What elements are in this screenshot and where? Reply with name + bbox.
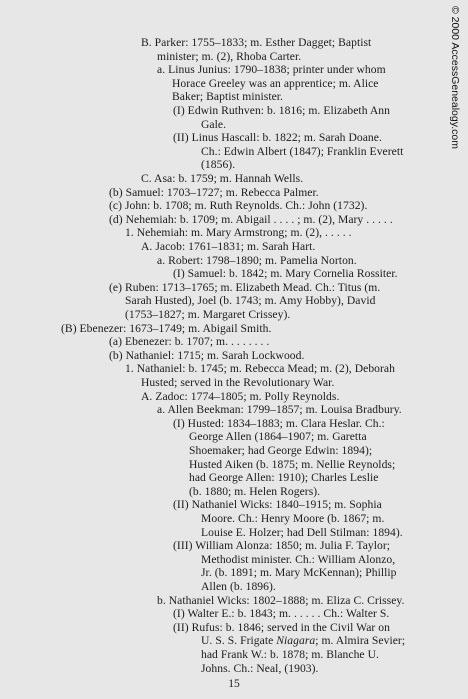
text-line: George Allen (1864–1907; m. Garetta xyxy=(189,430,367,444)
text-line: B. Parker: 1755–1833; m. Esther Dagget; Baptist xyxy=(141,36,372,49)
text-line: Horace Greeley was an apprentice; m. Alice xyxy=(172,76,379,90)
text-line: (I) Walter E.: b. 1843; m. . . . . . Ch.: Walter S. xyxy=(173,607,390,621)
text-line: Shoemaker; had George Edwin: 1894); xyxy=(189,444,373,457)
text-line: (I) Edwin Ruthven: b. 1816; m. Elizabeth Ann xyxy=(173,104,390,117)
text-line: a. Robert: 1798–1890; m. Pamelia Norton. xyxy=(157,253,357,267)
text-line: Husted; served in the Revolutionary War. xyxy=(141,376,335,389)
text-line: Johns. Ch.: Neal, (1903). xyxy=(201,661,319,675)
text-line: (b) Nathaniel: 1715; m. Sarah Lockwood. xyxy=(109,348,305,362)
text-line: (e) Ruben: 1713–1765; m. Elizabeth Mead. Ch.: Titus (m. xyxy=(109,280,381,294)
text-line: a. Allen Beekman: 1799–1857; m. Louisa Bradbury. xyxy=(157,403,402,417)
text-line: Louise E. Holzer; had Dell Stilman: 1894). xyxy=(201,525,403,539)
text-line: minister; m. (2), Rhoba Carter. xyxy=(157,49,302,63)
text-line: (d) Nehemiah: b. 1709; m. Abigail . . . . ; m. (2), Mary . . . . . xyxy=(109,212,393,226)
text-line: (II) Rufus: b. 1846; served in the Civil War on xyxy=(173,620,390,634)
text-line: A. Jacob: 1761–1831; m. Sarah Hart. xyxy=(141,240,316,253)
text-line: (III) William Alonza: 1850; m. Julia F. Taylor; xyxy=(173,539,391,553)
watermark-text: © 2000 AccessGenealogy.com xyxy=(449,6,461,149)
text-line: (b) Samuel: 1703–1727; m. Rebecca Palmer. xyxy=(109,185,319,199)
text-line: (II) Nathaniel Wicks: 1840–1915; m. Sophia xyxy=(173,498,382,512)
text-line: a. Linus Junius: 1790–1838; printer under whom xyxy=(157,63,386,77)
text-line: Methodist minister. Ch.: William Alonzo, xyxy=(201,552,396,566)
text-line: A. Zadoc: 1774–1805; m. Polly Reynolds. xyxy=(141,389,340,403)
text-line: (I) Husted: 1834–1883; m. Clara Heslar. Ch.: xyxy=(173,416,385,430)
text-line: Jr. (b. 1891; m. Mary McKennan); Phillip xyxy=(201,566,397,580)
watermark xyxy=(448,6,464,306)
text-line: Allen (b. 1896). xyxy=(201,580,276,593)
text-line: (1856). xyxy=(201,158,236,172)
text-line: (II) Linus Hascall: b. 1822; m. Sarah Doane. xyxy=(173,131,382,145)
text-line: Husted Aiken (b. 1875; m. Nellie Reynolds; xyxy=(189,457,396,471)
text-line: Moore. Ch.: Henry Moore (b. 1867; m. xyxy=(201,512,385,525)
page-number: 15 xyxy=(228,677,240,691)
text-line: Sarah Husted), Joel (b. 1743; m. Amy Hobby), David xyxy=(125,294,376,308)
text-line: (B) Ebenezer: 1673–1749; m. Abigail Smith. xyxy=(61,321,272,335)
text-line: (b. 1880; m. Helen Rogers). xyxy=(189,484,321,498)
text-line: Baker; Baptist minister. xyxy=(172,90,284,104)
text-line: (a) Ebenezer: b. 1707; m. . . . . . . . xyxy=(109,335,270,349)
text-line: (c) John: b. 1708; m. Ruth Reynolds. Ch.: John (1732). xyxy=(109,199,368,213)
text-line: had George Allen: 1910); Charles Leslie xyxy=(189,471,379,485)
text-line: (1753–1827; m. Margaret Crissey). xyxy=(125,308,291,321)
text-line: Gale. xyxy=(201,117,227,131)
text-line: Ch.: Edwin Albert (1847); Franklin Everett xyxy=(201,144,404,158)
text-line: C. Asa: b. 1759; m. Hannah Wells. xyxy=(141,172,304,185)
text-line: 1. Nathaniel: b. 1745; m. Rebecca Mead; m. (2), Deborah xyxy=(125,362,395,376)
ship-name: Niagara xyxy=(276,634,316,648)
text-line: U. S. S. Frigate Niagara; m. Almira Sevier; xyxy=(201,634,406,648)
text-line: 1. Nehemiah: m. Mary Armstrong; m. (2), . . . . . xyxy=(125,226,352,240)
text-line: had Frank W.: b. 1878; m. Blanche U. xyxy=(201,648,379,661)
text-line: (I) Samuel: b. 1842; m. Mary Cornelia Rossiter. xyxy=(173,267,398,281)
text-line: b. Nathaniel Wicks: 1802–1888; m. Eliza C. Crissey. xyxy=(157,593,405,607)
